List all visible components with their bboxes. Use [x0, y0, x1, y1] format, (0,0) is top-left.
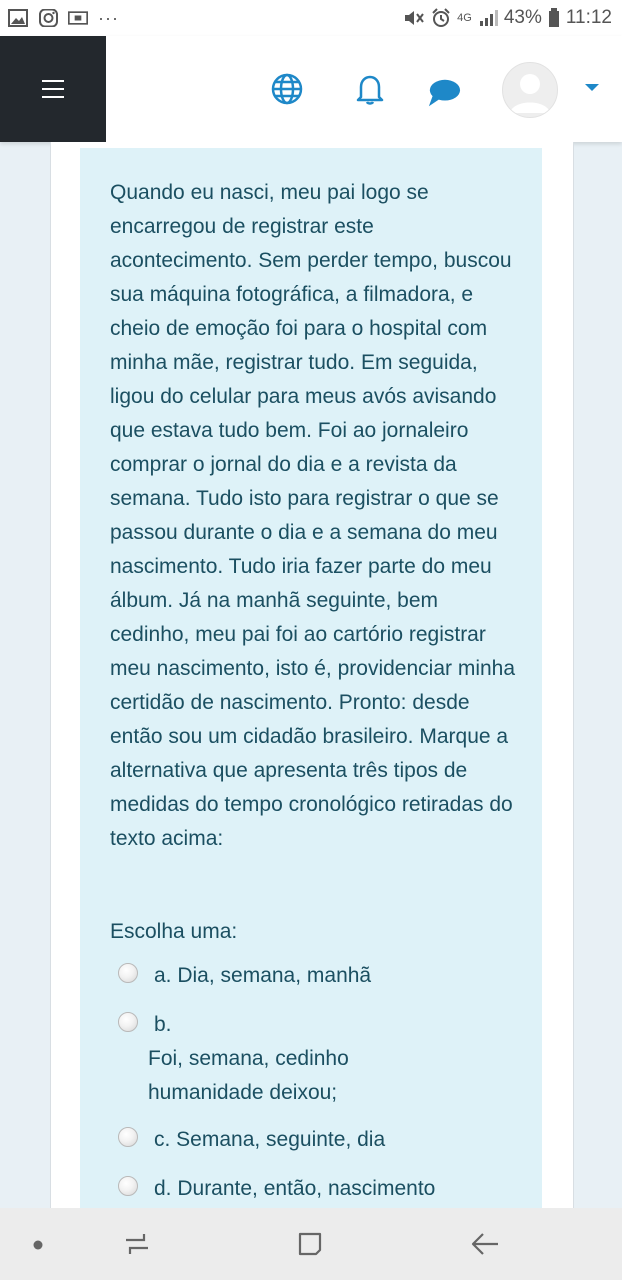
avatar[interactable]: [502, 62, 558, 118]
overflow-dots: ···: [98, 7, 119, 28]
network-type: 4G: [457, 12, 472, 24]
bell-icon[interactable]: [353, 72, 387, 106]
option-label: d. Durante, então, nascimento: [154, 1177, 436, 1200]
user-silhouette-icon: [503, 63, 557, 117]
option-label: c. Semana, seguinte, dia: [154, 1128, 386, 1151]
question-text: Quando eu nasci, meu pai logo se encarregou de registrar este acontecimento. Sem perder tempo, buscou sua máquina fotográfica, a filmadora, e cheio de emoção foi para o hospital com minha mãe, registrar tudo. Em seguida, ligou do celular para meus avós avisando que estava tudo bem. Foi ao jornaleiro comprar o jornal do dia e a revista da semana. Tudo isto para registrar o que se passou durante o dia e a semana do meu nascimento. Tudo iria fazer parte do meu álbum. Já na manhã seguinte, bem cedinho, meu pai foi ao cartório registrar meu nascimento, isto é, providenciar minha certidão de nascimento. Pronto: desde então sou um cidadão brasileiro. Marque a alternativa que apresenta três tipos de medidas do tempo cronológico retiradas do texto acima:: [110, 181, 516, 850]
recent-apps-icon[interactable]: [122, 1230, 152, 1258]
gallery-icon: [8, 9, 28, 27]
dot-icon: [32, 1239, 44, 1251]
radio-button[interactable]: [118, 1176, 138, 1196]
menu-button[interactable]: [0, 36, 106, 142]
app-header: [0, 36, 622, 142]
status-bar: [0, 0, 622, 36]
signal-icon: [478, 9, 498, 27]
option-line: Foi, semana, cedinho: [148, 1047, 349, 1070]
back-icon[interactable]: [470, 1230, 500, 1258]
option-label: b.: [154, 1013, 172, 1036]
menu-icon: [42, 80, 64, 98]
globe-icon[interactable]: [270, 72, 304, 106]
battery-icon: [548, 8, 560, 28]
radio-button[interactable]: [118, 1012, 138, 1032]
status-right: [403, 7, 622, 29]
instagram-icon: [38, 9, 58, 27]
status-left: [0, 8, 119, 29]
choose-prompt: Escolha uma:: [110, 920, 238, 943]
mute-icon: [403, 9, 425, 27]
clock: 11:12: [565, 7, 612, 28]
alarm-icon: [431, 8, 451, 28]
home-icon[interactable]: [296, 1230, 324, 1258]
chat-icon[interactable]: [427, 76, 461, 110]
option-line: humanidade deixou;: [148, 1081, 338, 1104]
radio-button[interactable]: [118, 963, 138, 983]
navigation-bar: [0, 1208, 622, 1280]
battery-percent: 43%: [503, 7, 542, 28]
option-label: a. Dia, semana, manhã: [154, 964, 372, 987]
caret-down-icon[interactable]: [585, 84, 599, 91]
cast-icon: [68, 9, 88, 27]
radio-button[interactable]: [118, 1127, 138, 1147]
